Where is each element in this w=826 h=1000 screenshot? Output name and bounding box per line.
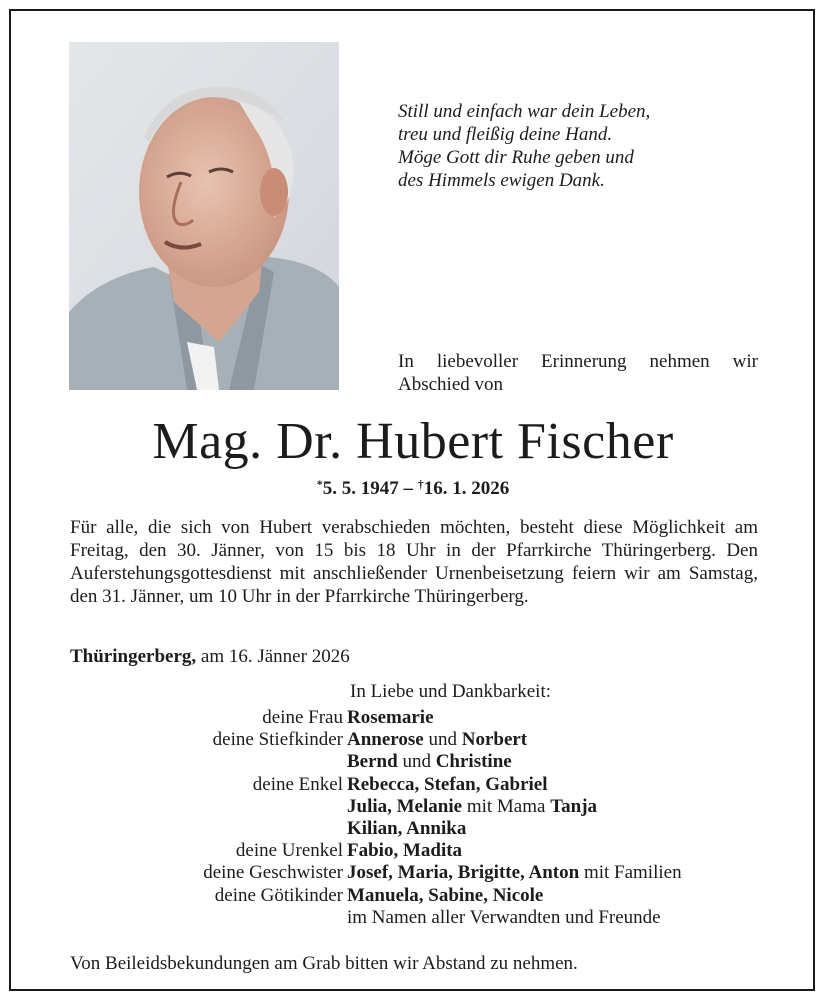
intro-text: In liebevoller Erinnerung nehmen wir Abschied von xyxy=(398,351,758,395)
memorial-poem xyxy=(398,100,758,192)
family-relation: deine Stiefkinder xyxy=(212,729,343,751)
family-member-name: Julia, Melanie xyxy=(347,795,463,817)
family-member-name: Josef, Maria, Brigitte, Anton xyxy=(347,862,580,884)
family-names xyxy=(347,707,434,729)
date-separator: – xyxy=(398,478,418,499)
service-info-text: Für alle, die sich von Hubert verabschieden möchten, besteht diese Möglichkeit am Freitag, den 30. Jänner, von 15 bis 18 Uhr in der Pfarrkirche Thüringerberg. Den Auferstehungsgottesdienst mit anschließender Urnenbeisetzung feiern wir am Samstag, den 31. Jänner, um 10 Uhr in der Pfarrkirche Thüringerberg. xyxy=(70,517,758,607)
family-relation xyxy=(70,907,347,929)
family-relation: deine Urenkel xyxy=(235,840,343,862)
family-names xyxy=(347,751,512,773)
family-connector-text: im Namen aller Verwandten und Freunde xyxy=(347,906,661,928)
family-member-name: Rebecca, Stefan, Gabriel xyxy=(347,773,548,795)
place-name: Thüringerberg, xyxy=(70,646,197,667)
family-row xyxy=(70,907,770,929)
family-relation xyxy=(70,796,347,818)
family-connector-text: und xyxy=(423,729,462,751)
family-relation: deine Frau xyxy=(262,707,343,728)
family-member-name: Fabio, Madita xyxy=(347,840,463,862)
family-member-name: Manuela, Sabine, Nicole xyxy=(347,884,544,906)
portrait-photo xyxy=(69,42,339,390)
family-names xyxy=(347,885,543,907)
family-row xyxy=(70,707,770,729)
family-row xyxy=(70,862,770,884)
family-row xyxy=(70,885,770,907)
family-row xyxy=(70,751,770,773)
family-names xyxy=(347,796,597,818)
family-member-name: Rosemarie xyxy=(347,707,434,728)
family-member-name: Christine xyxy=(435,751,512,773)
poem-line: des Himmels ewigen Dank. xyxy=(398,170,605,191)
family-member-name: Bernd xyxy=(347,751,398,773)
family-member-name: Annerose xyxy=(347,729,424,751)
family-names xyxy=(347,907,661,929)
family-connector-text: und xyxy=(397,751,436,773)
family-row xyxy=(70,796,770,818)
family-names xyxy=(347,729,527,751)
family-connector-text: mit Familien xyxy=(579,862,682,884)
family-names xyxy=(347,774,548,796)
family-relation xyxy=(70,818,347,840)
birth-date: 5. 5. 1947 xyxy=(322,478,399,499)
thanks-heading: In Liebe und Dankbarkeit: xyxy=(350,681,552,702)
death-symbol: † xyxy=(417,477,424,491)
poem-line: treu und fleißig deine Hand. xyxy=(398,124,613,145)
deceased-name: Mag. Dr. Hubert Fischer xyxy=(152,413,674,470)
family-connector-text: mit Mama xyxy=(462,795,551,817)
family-member-name: Norbert xyxy=(461,729,528,751)
date-text: am 16. Jänner 2026 xyxy=(196,646,350,667)
family-row xyxy=(70,729,770,751)
family-relation xyxy=(70,751,347,773)
poem-line: Still und einfach war dein Leben, xyxy=(398,101,651,122)
closing-note: Von Beileidsbekundungen am Grab bitten wir Abstand zu nehmen. xyxy=(70,953,578,974)
family-relation: deine Götikinder xyxy=(214,884,343,906)
family-names xyxy=(347,862,682,884)
place-date-line xyxy=(70,645,670,668)
family-relation: deine Enkel xyxy=(252,773,343,795)
family-names xyxy=(347,818,466,840)
death-date: 16. 1. 2026 xyxy=(423,478,510,499)
family-row xyxy=(70,774,770,796)
family-relation: deine Geschwister xyxy=(203,862,343,884)
poem-line: Möge Gott dir Ruhe geben und xyxy=(398,147,634,168)
family-row xyxy=(70,840,770,862)
birth-symbol: * xyxy=(316,477,323,491)
family-member-name: Kilian, Annika xyxy=(347,817,467,839)
family-names xyxy=(347,840,462,862)
family-row xyxy=(70,818,770,840)
family-list xyxy=(70,707,770,929)
life-dates xyxy=(0,473,826,500)
family-member-name: Tanja xyxy=(550,795,598,817)
